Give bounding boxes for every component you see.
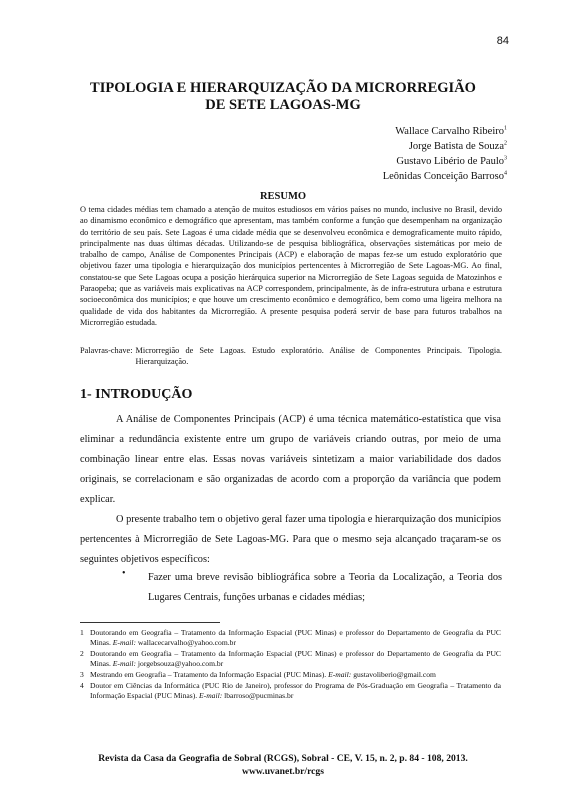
footnote bbox=[80, 649, 501, 669]
body-paragraph-2: O presente trabalho tem o objetivo geral fazer uma tipologia e hierarquização dos municípios pertencentes à Microrregião de Sete Lagoas-MG. Para que o mesmo seja alcançado traçaram-se os seguintes objetivos específicos: bbox=[80, 514, 501, 565]
footnote-number: 4 bbox=[80, 680, 84, 690]
footnote-mark: 3 bbox=[504, 155, 507, 162]
footnote-number: 2 bbox=[80, 648, 84, 658]
keywords bbox=[80, 345, 502, 368]
journal-url[interactable]: www.uvanet.br/rcgs bbox=[242, 766, 324, 777]
journal-citation: Revista da Casa da Geografia de Sobral (RCGS), Sobral - CE, V. 15, n. 2, p. 84 - 108, 2013. bbox=[98, 753, 468, 764]
author-name: Gustavo Libério de Paulo bbox=[396, 156, 504, 167]
footnote-email[interactable]: gustavoliberio@gmail.com bbox=[353, 669, 436, 679]
author-name: Jorge Batista de Souza bbox=[408, 141, 504, 152]
footnote bbox=[80, 681, 501, 701]
email-label: E-mail: bbox=[199, 690, 223, 700]
footnote-email[interactable]: jorgebsouza@yahoo.com.br bbox=[137, 659, 224, 669]
abstract-text: O tema cidades médias tem chamado a atenção de muitos estudiosos em vários países no mundo, inclusive no Brasil, devido ao dinamismo econômico e demográfico que apresentam, mas também conforme a função que desempenham na organização do território de seu país. Sete Lagoas é uma cidade média que se desenvolveu econômica e demograficamente muito rápido, principalmente nas duas últimas décadas. Utilizando-se de pesquisa bibliográfica, observações sistemáticas por meio de trabalho de campo, Análise de Componentes Principais (ACP) e elaboração de mapas fez-se um estudo exploratório que objetivou fazer uma tipologia e hierarquização dos municípios pertencentes à Microrregião de Sete Lagoas-MG. Ao final, constatou-se que Sete Lagoas ocupa a posição hierárquica superior na Microrregião de Sete Lagoas seguida de Matozinhos e Paraopeba; que as variáveis mais explicativas na ACP correspondem, principalmente, às de infra-estrutura urbana e estrutura socioeconômica dos municípios; e que houve um crescimento econômico e demográfico, bem como uma ligeira melhora na qualidade de vida dos habitantes da Microrregião. A presente pesquisa poderá servir de base para futuros trabalhos na Microrregião estudada. bbox=[80, 205, 502, 327]
footnote-divider bbox=[80, 622, 220, 623]
author-name: Leônidas Conceição Barroso bbox=[382, 171, 504, 182]
author bbox=[383, 139, 507, 154]
page-number: 84 bbox=[496, 35, 509, 47]
keywords-label: Palavras-chave: bbox=[80, 346, 133, 355]
footnote-email[interactable]: lbarroso@pucminas.br bbox=[224, 690, 294, 700]
footnote-mark: 4 bbox=[504, 170, 507, 177]
paper-title bbox=[60, 80, 506, 114]
journal-footer bbox=[60, 752, 506, 778]
author bbox=[383, 154, 507, 169]
author-list bbox=[383, 124, 507, 184]
body-paragraph-1: A Análise de Componentes Principais (ACP) é uma técnica matemático-estatística que visa eliminar a redundância existente entre um grupo de variáveis criando outras, por meio de uma combinação linear entre elas. Essas novas variáveis sintetizam a maior variabilidade dos dados originais, se correlacionam e são organizadas de acordo com a proporção da variância que podem explicar. bbox=[80, 414, 501, 505]
section-heading: 1- INTRODUÇÃO bbox=[80, 387, 193, 402]
footnote-email[interactable]: wallacecarvalho@yahoo.com.br bbox=[137, 638, 236, 648]
footnote-text: Doutorando em Geografia – Tratamento da Informação Espacial (PUC Minas) e professor do Departamento de Geografia da PUC Minas. bbox=[90, 648, 501, 669]
title-line-2: DE SETE LAGOAS-MG bbox=[205, 97, 361, 113]
footnote-text: Doutor em Ciências da Informática (PUC Rio de Janeiro), professor do Programa de Pós-Graduação em Geografia – Tratamento da Informação Espacial (PUC Minas). bbox=[90, 680, 501, 700]
author bbox=[383, 169, 507, 184]
footnote-text: Doutorando em Geografia – Tratamento da Informação Espacial (PUC Minas) e professor do Departamento de Geografia da PUC Minas. bbox=[90, 628, 501, 648]
email-label: E-mail: bbox=[112, 638, 136, 648]
title-line-1: TIPOLOGIA E HIERARQUIZAÇÃO DA MICRORREGIÃO bbox=[90, 80, 476, 96]
author-name: Wallace Carvalho Ribeiro bbox=[395, 126, 504, 137]
bullet-item: Fazer uma breve revisão bibliográfica sobre a Teoria da Localização, a Teoria dos Lugares Centrais, funções urbanas e cidades médias; bbox=[148, 572, 502, 603]
email-label: E-mail: bbox=[328, 669, 352, 679]
footnote-number: 1 bbox=[80, 628, 84, 637]
bullet-icon: • bbox=[122, 568, 126, 579]
keywords-text: Microrregião de Sete Lagoas. Estudo exploratório. Análise de Componentes Principais. Tipologia. Hierarquização. bbox=[135, 346, 502, 367]
footnote-mark: 2 bbox=[504, 140, 507, 147]
email-label: E-mail: bbox=[112, 659, 136, 669]
footnote bbox=[80, 670, 501, 680]
author bbox=[383, 124, 507, 139]
footnote bbox=[80, 628, 501, 648]
footnote-mark: 1 bbox=[504, 125, 507, 132]
footnotes bbox=[80, 628, 501, 701]
footnote-text: Mestrando em Geografia – Tratamento da Informação Espacial (PUC Minas). bbox=[90, 669, 327, 679]
footnote-number: 3 bbox=[80, 669, 84, 679]
abstract-heading: RESUMO bbox=[259, 191, 307, 202]
